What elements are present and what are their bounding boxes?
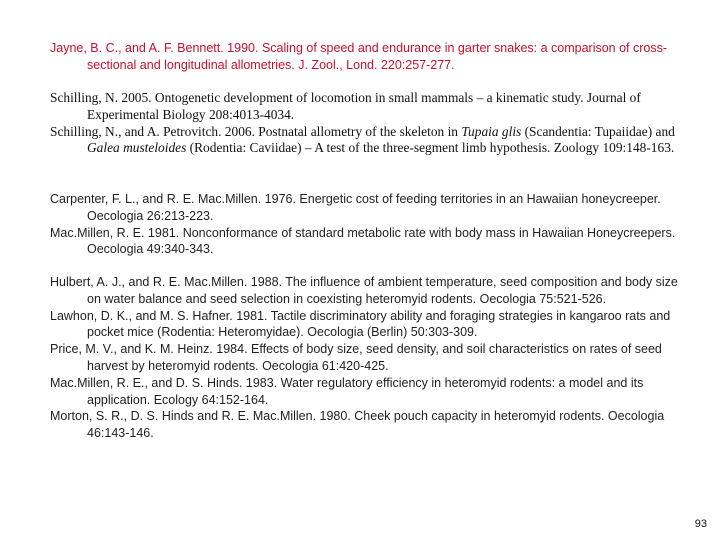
reference-macmillen-1983: Mac.Millen, R. E., and D. S. Hinds. 1983. Water regulatory efficiency in heteromyid rodents: a model and its application. Ecology 64:152-164.	[50, 375, 644, 407]
reference-group-honeycreeper	[50, 191, 690, 258]
reference-schilling-2006	[50, 124, 690, 158]
reference-schilling-2005: Schilling, N. 2005. Ontogenetic development of locomotion in small mammals – a kinematic study. Journal of Experimental Biology 208:4013-4034.	[50, 90, 641, 122]
reference-group-jayne	[50, 40, 690, 74]
reference-macmillen-1981: Mac.Millen, R. E. 1981. Nonconformance of standard metabolic rate with body mass in Hawaiian Honeycreepers. Oecologia 49:340-343.	[50, 225, 676, 257]
reference-group-heteromyid	[50, 274, 690, 442]
reference-lawhon: Lawhon, D. K., and M. S. Hafner. 1981. Tactile discriminatory ability and foraging strategies in kangaroo rats and pocket mice (Rodentia: Heteromyidae). Oecologia (Berlin) 50:303-309.	[50, 308, 671, 340]
page-number: 93	[694, 518, 707, 530]
reference-morton: Morton, S. R., D. S. Hinds and R. E. Mac.Millen. 1980. Cheek pouch capacity in heteromyid rodents. Oecologia 46:143-146.	[50, 409, 665, 441]
reference-price: Price, M. V., and K. M. Heinz. 1984. Effects of body size, seed density, and soil characteristics on rates of seed harvest by heteromyid rodents. Oecologia 61:420-425.	[50, 342, 662, 373]
reference-group-schilling	[50, 90, 690, 157]
reference-jayne: Jayne, B. C., and A. F. Bennett. 1990. Scaling of speed and endurance in garter snakes: a comparison of cross-sectional and longitudinal allometries. J. Zool., Lond. 220:257-277.	[50, 41, 668, 72]
reference-text: (Rodentia: Caviidae) – A test of the three-segment limb hypothesis. Zoology 109:148-163.	[186, 140, 675, 156]
species-name-tupaia: Tupaia glis	[461, 123, 522, 139]
reference-hulbert: Hulbert, A. J., and R. E. Mac.Millen. 1988. The influence of ambient temperature, seed composition and body size on water balance and seed selection in coexisting heteromyid rodents. Oecologia 75:521-526.	[50, 275, 678, 306]
species-name-galea: Galea musteloides	[87, 140, 187, 156]
reference-text: Schilling, N., and A. Petrovitch. 2006. Postnatal allometry of the skeleton in	[50, 123, 462, 139]
reference-carpenter: Carpenter, F. L., and R. E. Mac.Millen. 1976. Energetic cost of feeding territories in an Hawaiian honeycreeper. Oecologia 26:213-223.	[50, 192, 661, 223]
reference-text: (Scandentia: Tupaiidae) and	[521, 123, 675, 139]
